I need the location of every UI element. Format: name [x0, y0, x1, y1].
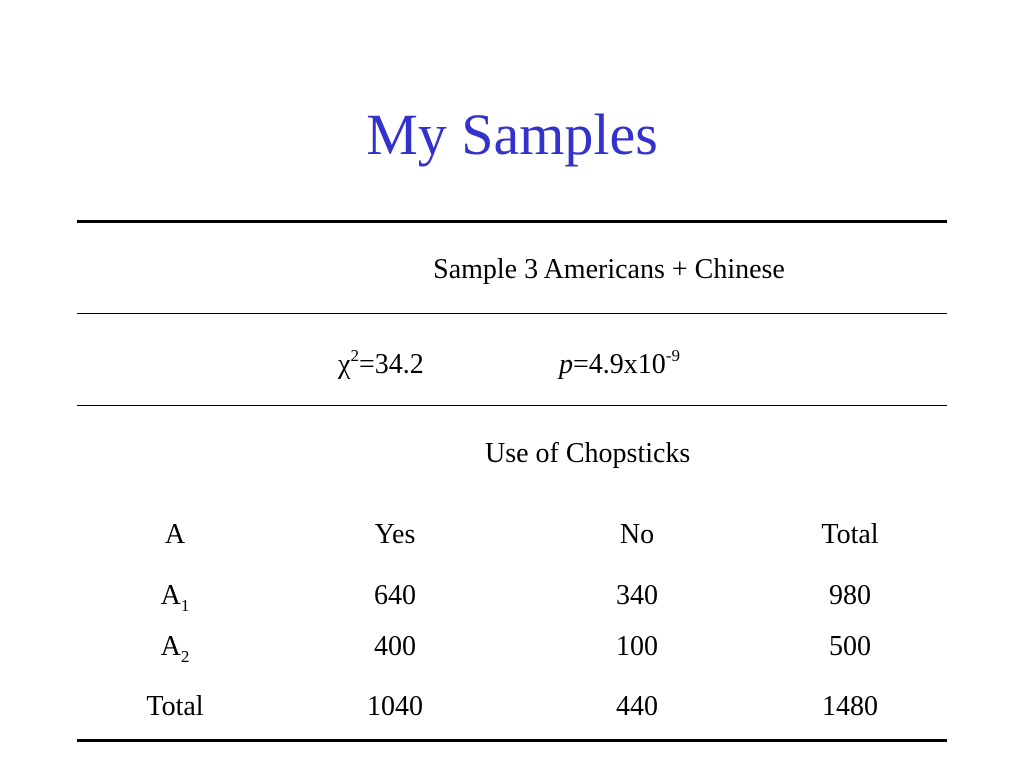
column-header: Yes: [374, 519, 416, 550]
column-header: A: [164, 519, 186, 550]
p-exponent: -9: [665, 346, 680, 365]
page-title: My Samples: [366, 102, 658, 167]
column-header: No: [619, 519, 655, 550]
column-header: Total: [821, 519, 879, 550]
table-top-rule: [77, 220, 947, 223]
table-cell: 100: [616, 631, 658, 662]
group-header: Use of Chopsticks: [485, 438, 691, 469]
p-value-stat: [559, 348, 680, 382]
table-cell: 500: [829, 631, 871, 662]
row-label-subscript: 2: [180, 647, 190, 666]
divider-rule: [77, 405, 947, 406]
row-label: [110, 630, 240, 664]
row-label-subscript: 1: [180, 596, 190, 615]
row-label: [110, 579, 240, 613]
p-symbol: p: [559, 349, 573, 380]
chi-exponent: 2: [350, 346, 359, 365]
chi-square-stat: [338, 348, 424, 382]
row-label-main: A: [160, 631, 181, 662]
table-cell: 640: [374, 580, 416, 611]
table-cell: 1480: [822, 691, 878, 722]
table-cell: 340: [616, 580, 658, 611]
p-value: =4.9x10: [573, 349, 666, 380]
chi-symbol: χ: [338, 349, 351, 380]
chi-value: =34.2: [358, 349, 424, 380]
table-cell: 440: [616, 691, 658, 722]
table-cell: 980: [829, 580, 871, 611]
table-bottom-rule: [77, 739, 947, 742]
sample-label: Sample 3 Americans + Chinese: [433, 254, 785, 285]
total-row-label: Total: [146, 691, 204, 722]
table-cell: 400: [374, 631, 416, 662]
row-label-main: A: [160, 580, 181, 611]
divider-rule: [77, 313, 947, 314]
table-cell: 1040: [367, 691, 423, 722]
